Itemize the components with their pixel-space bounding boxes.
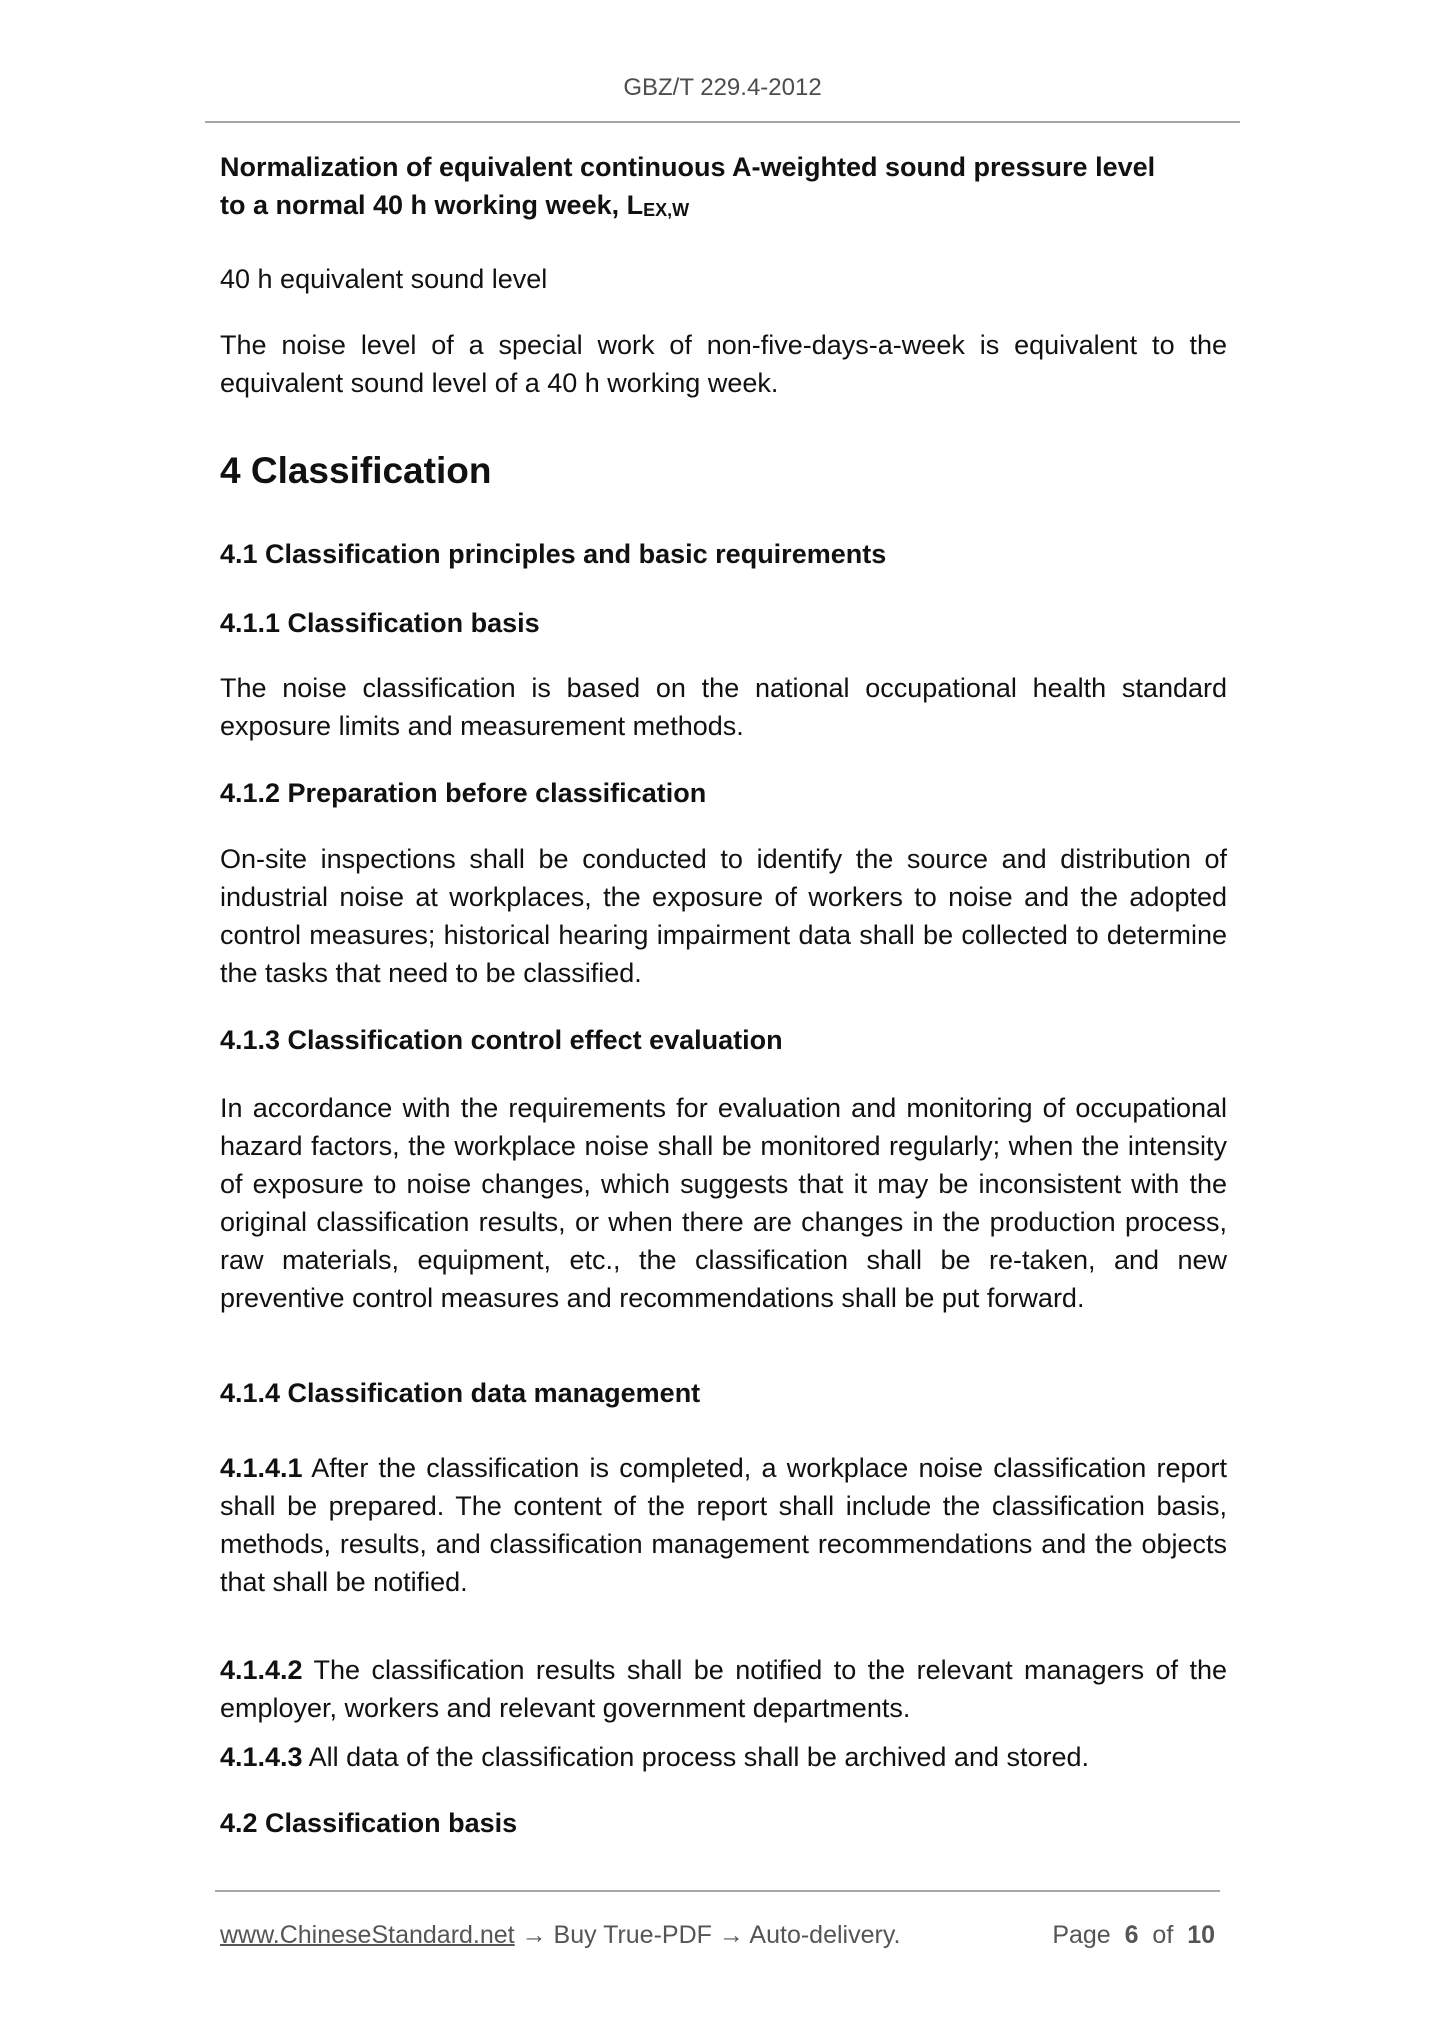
term-title-line2: to a normal 40 h working week, L bbox=[220, 190, 644, 220]
clause-4-1-4-3 bbox=[220, 1738, 1227, 1776]
clause-text: After the classification is completed, a workplace noise classification report shall be prepared. The content of the report shall include the classification basis, methods, results, and classification management recommendations and the objects that shall be notified. bbox=[220, 1453, 1227, 1597]
footer-delivery-text: Auto-delivery. bbox=[749, 1921, 901, 1949]
page-of-label: of bbox=[1152, 1921, 1174, 1949]
section-4-1-3-heading: 4.1.3 Classification control effect evaluation bbox=[220, 1025, 783, 1055]
clause-4-1-4-1 bbox=[220, 1449, 1227, 1601]
clause-number: 4.1.4.2 bbox=[220, 1655, 303, 1685]
footer-buy-text: Buy True-PDF bbox=[553, 1921, 712, 1949]
section-4-2-heading: 4.2 Classification basis bbox=[220, 1808, 518, 1838]
page-footer bbox=[220, 1918, 1220, 1952]
clause-text: The classification results shall be notified to the relevant managers of the employer, workers and relevant government departments. bbox=[220, 1655, 1227, 1723]
footer-promo bbox=[220, 1918, 900, 1952]
term-synonym: 40 h equivalent sound level bbox=[220, 264, 548, 294]
clause-number: 4.1.4.3 bbox=[220, 1742, 303, 1772]
section-4-1-2-body: On-site inspections shall be conducted to identify the source and distribution of industrial noise at workplaces, the exposure of workers to noise and the adopted control measures; historical hearing impairment data shall be collected to determine the tasks that need to be classified. bbox=[220, 844, 1227, 988]
arrow-right-icon: → bbox=[711, 1921, 750, 1949]
term-title-line1: Normalization of equivalent continuous A-weighted sound pressure level bbox=[220, 152, 1156, 182]
clause-number: 4.1.4.1 bbox=[220, 1453, 303, 1483]
term-title-subscript: EX,W bbox=[643, 200, 690, 220]
clause-4-1-4-2 bbox=[220, 1651, 1227, 1727]
section-4-1-4-heading: 4.1.4 Classification data management bbox=[220, 1378, 701, 1408]
header-divider bbox=[205, 121, 1240, 123]
page-label: Page bbox=[1052, 1921, 1111, 1949]
section-4-1-3-body: In accordance with the requirements for evaluation and monitoring of occupational hazard factors, the workplace noise shall be monitored regularly; when the intensity of exposure to noise changes, which suggests that it may be inconsistent with the original classification results, or when there are changes in the production process, raw materials, equipment, etc., the classification shall be re-taken, and new preventive control measures and recommendations shall be put forward. bbox=[220, 1093, 1227, 1313]
chinesestandard-link[interactable]: www.ChineseStandard.net bbox=[220, 1921, 515, 1949]
arrow-right-icon: → bbox=[514, 1921, 554, 1949]
footer-divider bbox=[215, 1890, 1220, 1892]
section-4-1-heading: 4.1 Classification principles and basic requirements bbox=[220, 539, 887, 569]
section-4-1-2-heading: 4.1.2 Preparation before classification bbox=[220, 778, 707, 808]
section-4-heading: 4 Classification bbox=[220, 450, 492, 491]
section-4-1-1-body: The noise classification is based on the national occupational health standard exposure limits and measurement methods. bbox=[220, 673, 1227, 741]
term-definition: The noise level of a special work of non-five-days-a-week is equivalent to the equivalent sound level of a 40 h working week. bbox=[220, 330, 1227, 398]
term-title bbox=[220, 148, 1227, 229]
page-header-document-code: GBZ/T 229.4-2012 bbox=[623, 74, 822, 101]
section-4-1-1-heading: 4.1.1 Classification basis bbox=[220, 608, 540, 638]
page-total: 10 bbox=[1187, 1921, 1215, 1949]
page-current: 6 bbox=[1124, 1921, 1139, 1949]
clause-text: All data of the classification process shall be archived and stored. bbox=[302, 1742, 1090, 1772]
page-number bbox=[1052, 1918, 1215, 1952]
